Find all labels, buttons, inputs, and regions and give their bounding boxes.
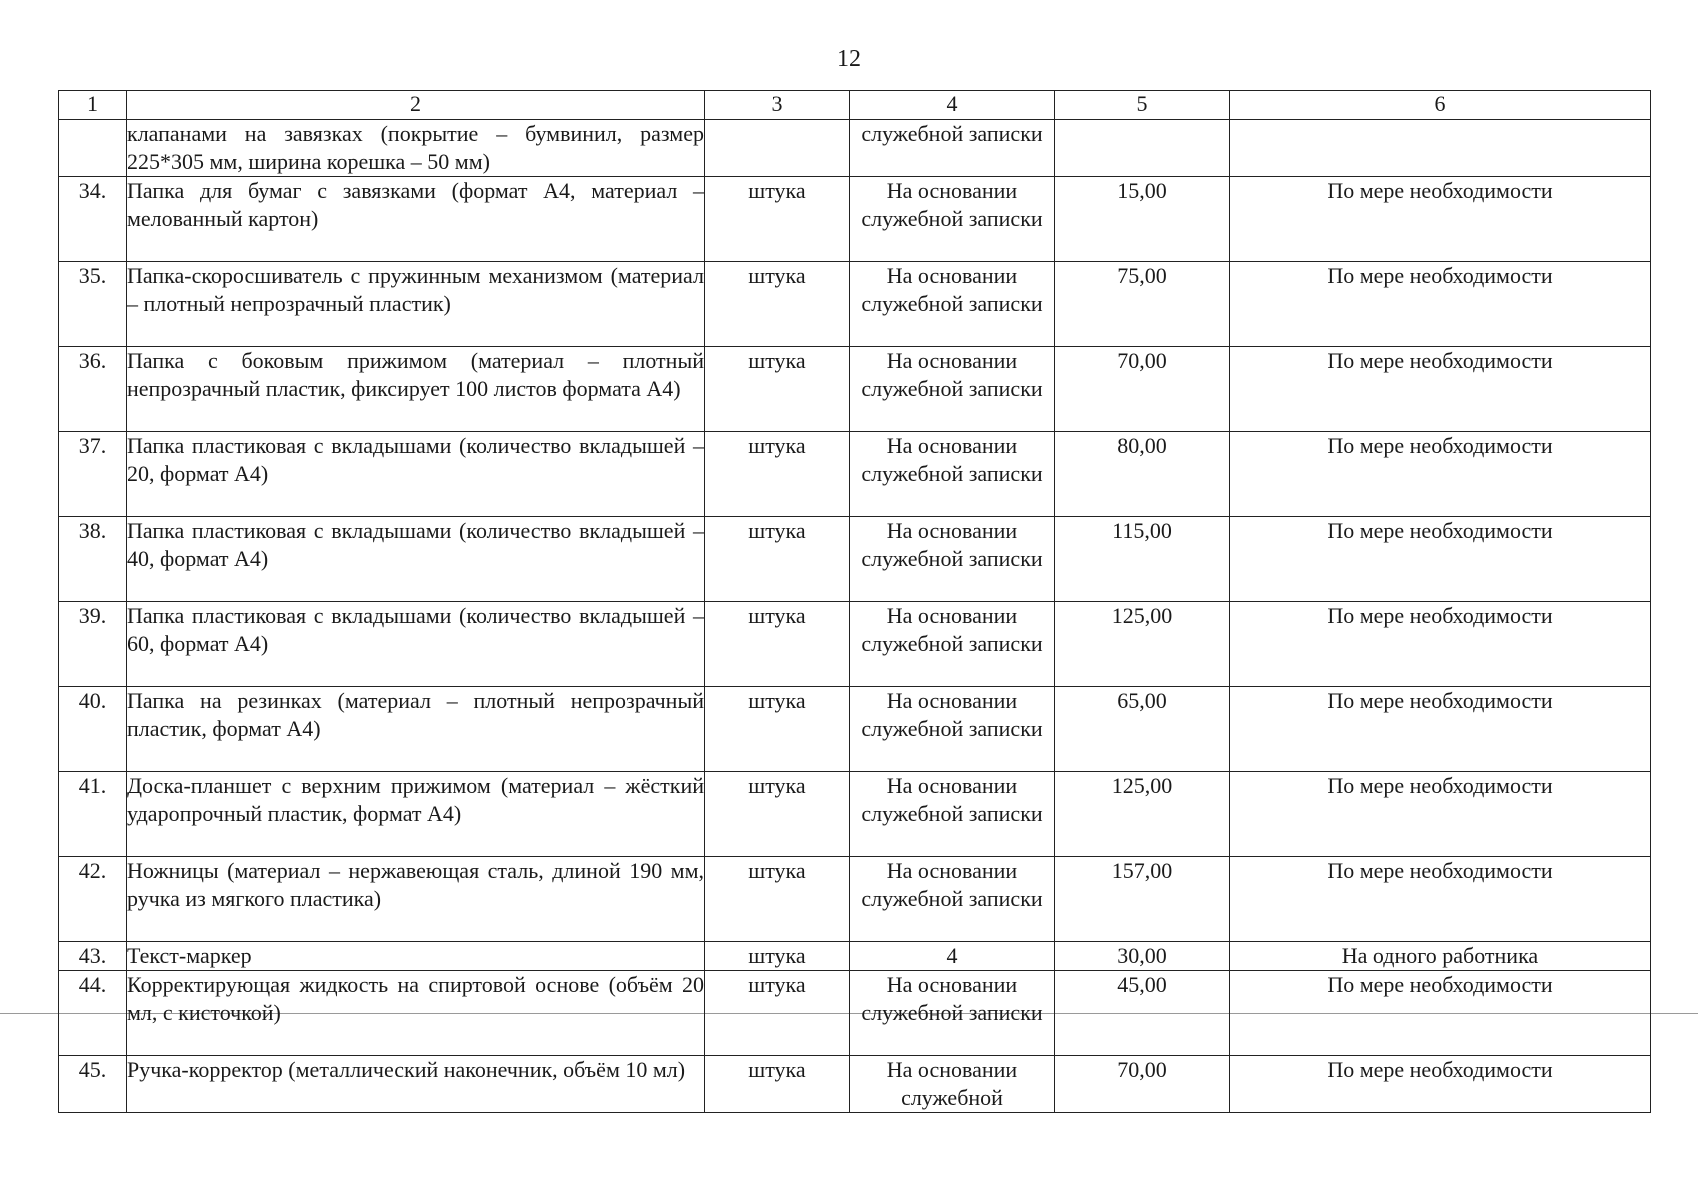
page-number: 12 [837, 46, 861, 72]
item-basis: На основании служебной записки [850, 857, 1055, 942]
item-name: Доска-планшет с верхним прижимом (материал – жёсткий ударопрочный пластик, формат А4) [127, 772, 705, 857]
supplies-table [58, 90, 1651, 1113]
table-row [59, 262, 1651, 347]
header-cell: 1 [59, 91, 127, 120]
item-unit: штука [705, 602, 850, 687]
item-frequency: По мере необходимости [1230, 517, 1651, 602]
item-basis: На основании служебной записки [850, 971, 1055, 1056]
item-frequency: По мере необходимости [1230, 432, 1651, 517]
item-frequency: По мере необходимости [1230, 262, 1651, 347]
item-basis: На основании служебной записки [850, 602, 1055, 687]
row-number: 35. [59, 262, 127, 347]
item-name: Ножницы (материал – нержавеющая сталь, длиной 190 мм, ручка из мягкого пластика) [127, 857, 705, 942]
row-number: 43. [59, 942, 127, 971]
item-unit: штука [705, 772, 850, 857]
item-unit [705, 120, 850, 177]
item-unit: штука [705, 971, 850, 1056]
item-basis: На основании служебной записки [850, 772, 1055, 857]
item-name: Текст-маркер [127, 942, 705, 971]
item-frequency: По мере необходимости [1230, 772, 1651, 857]
item-price: 45,00 [1055, 971, 1230, 1056]
header-cell: 4 [850, 91, 1055, 120]
item-name: Папка на резинках (материал – плотный непрозрачный пластик, формат А4) [127, 687, 705, 772]
item-unit: штука [705, 262, 850, 347]
item-name: клапанами на завязках (покрытие – бумвинил, размер 225*305 мм, ширина корешка – 50 мм) [127, 120, 705, 177]
item-name: Папка пластиковая с вкладышами (количество вкладышей – 60, формат А4) [127, 602, 705, 687]
item-price: 157,00 [1055, 857, 1230, 942]
table-row [59, 517, 1651, 602]
item-price [1055, 120, 1230, 177]
item-frequency: По мере необходимости [1230, 857, 1651, 942]
item-frequency: По мере необходимости [1230, 602, 1651, 687]
item-basis: служебной записки [850, 120, 1055, 177]
item-frequency: По мере необходимости [1230, 971, 1651, 1056]
header-cell: 2 [127, 91, 705, 120]
header-cell: 5 [1055, 91, 1230, 120]
table-row [59, 857, 1651, 942]
row-number: 38. [59, 517, 127, 602]
table-row [59, 1056, 1651, 1113]
item-frequency: На одного работника [1230, 942, 1651, 971]
table-row [59, 942, 1651, 971]
header-row [59, 91, 1651, 120]
header-cell: 3 [705, 91, 850, 120]
item-basis: На основании служебной записки [850, 347, 1055, 432]
item-basis: На основании служебной записки [850, 432, 1055, 517]
item-name: Папка пластиковая с вкладышами (количество вкладышей – 20, формат А4) [127, 432, 705, 517]
item-frequency: По мере необходимости [1230, 347, 1651, 432]
item-price: 15,00 [1055, 177, 1230, 262]
table-row [59, 602, 1651, 687]
row-number: 41. [59, 772, 127, 857]
item-basis: 4 [850, 942, 1055, 971]
row-number: 37. [59, 432, 127, 517]
item-name: Ручка-корректор (металлический наконечник, объём 10 мл) [127, 1056, 705, 1113]
item-price: 80,00 [1055, 432, 1230, 517]
item-unit: штука [705, 517, 850, 602]
item-unit: штука [705, 1056, 850, 1113]
row-number: 39. [59, 602, 127, 687]
row-number [59, 120, 127, 177]
item-unit: штука [705, 687, 850, 772]
item-basis: На основании служебной [850, 1056, 1055, 1113]
row-number: 44. [59, 971, 127, 1056]
item-price: 65,00 [1055, 687, 1230, 772]
continuation-row [59, 120, 1651, 177]
item-unit: штука [705, 432, 850, 517]
item-price: 75,00 [1055, 262, 1230, 347]
item-frequency: По мере необходимости [1230, 1056, 1651, 1113]
table-row [59, 772, 1651, 857]
item-name: Папка для бумаг с завязками (формат А4, материал – мелованный картон) [127, 177, 705, 262]
item-unit: штука [705, 942, 850, 971]
item-price: 30,00 [1055, 942, 1230, 971]
item-name: Папка-скоросшиватель с пружинным механизмом (материал – плотный непрозрачный пластик) [127, 262, 705, 347]
item-name: Папка с боковым прижимом (материал – плотный непрозрачный пластик, фиксирует 100 листов формата А4) [127, 347, 705, 432]
item-basis: На основании служебной записки [850, 687, 1055, 772]
table-row [59, 432, 1651, 517]
item-basis: На основании служебной записки [850, 262, 1055, 347]
header-cell: 6 [1230, 91, 1651, 120]
item-frequency: По мере необходимости [1230, 687, 1651, 772]
item-frequency [1230, 120, 1651, 177]
item-unit: штука [705, 177, 850, 262]
item-name: Корректирующая жидкость на спиртовой основе (объём 20 мл, с кисточкой) [127, 971, 705, 1056]
item-basis: На основании служебной записки [850, 517, 1055, 602]
row-number: 45. [59, 1056, 127, 1113]
item-unit: штука [705, 857, 850, 942]
row-number: 42. [59, 857, 127, 942]
item-frequency: По мере необходимости [1230, 177, 1651, 262]
item-unit: штука [705, 347, 850, 432]
item-price: 115,00 [1055, 517, 1230, 602]
table-row [59, 347, 1651, 432]
item-price: 70,00 [1055, 347, 1230, 432]
item-price: 125,00 [1055, 772, 1230, 857]
item-price: 70,00 [1055, 1056, 1230, 1113]
table-row [59, 971, 1651, 1056]
item-price: 125,00 [1055, 602, 1230, 687]
row-number: 40. [59, 687, 127, 772]
table-row [59, 687, 1651, 772]
row-number: 34. [59, 177, 127, 262]
row-number: 36. [59, 347, 127, 432]
item-basis: На основании служебной записки [850, 177, 1055, 262]
item-name: Папка пластиковая с вкладышами (количество вкладышей – 40, формат А4) [127, 517, 705, 602]
table-row [59, 177, 1651, 262]
